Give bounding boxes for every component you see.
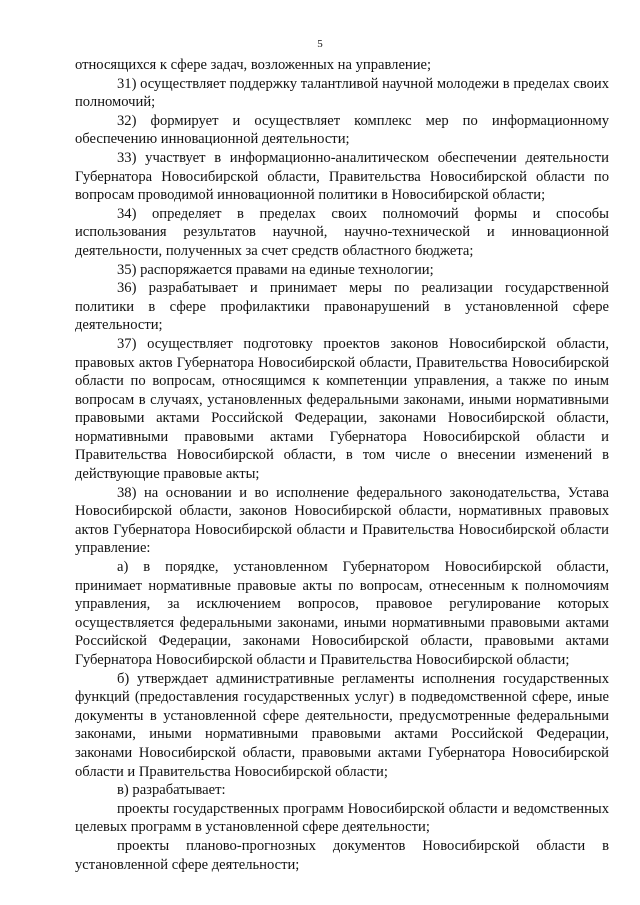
document-paragraph: проекты планово-прогнозных документов Новосибирской области в установленной сфере деятельности; xyxy=(75,837,609,873)
document-paragraph: в) разрабатывает: xyxy=(117,782,226,799)
document-paragraph: 31) осуществляет поддержку талантливой научной молодежи в пределах своих полномочий; xyxy=(75,75,609,111)
document-paragraph: относящихся к сфере задач, возложенных на управление; xyxy=(75,57,432,73)
document-paragraph: б) утверждает административные регламенты исполнения государственных функций (предоставления государственных услуг) в подведомственной сфере, иные документы в установленной сфере деятельности, предусмотренные федеральными законами, иными нормативными правовыми актами Российской Федерации, законами Новосибирской области, правовыми актами Губернатора Новосибирской области и Правительства Новосибирской области; xyxy=(75,670,609,780)
document-paragraph: 35) распоряжается правами на единые технологии; xyxy=(117,261,434,278)
document-paragraph: 36) разрабатывает и принимает меры по реализации государственной политики в сфере профилактики правонарушений в установленной сфере деятельности; xyxy=(75,280,609,334)
document-paragraph: а) в порядке, установленном Губернатором Новосибирской области, принимает нормативные правовые акты по вопросам, отнесенным к полномочиям управления, за исключением вопросов, правовое регулирование которых осуществляется федеральными законами, иными нормативными правовыми актами Российской Федерации, законами Новосибирской области, правовыми актами Губернатора Новосибирской области и Правительства Новосибирской области; xyxy=(75,559,609,668)
document-body xyxy=(75,56,609,874)
page-number: 5 xyxy=(317,38,323,50)
document-paragraph: 32) формирует и осуществляет комплекс мер по информационному обеспечению инновационной деятельности; xyxy=(75,112,609,148)
document-paragraph: 38) на основании и во исполнение федерального законодательства, Устава Новосибирской области, законов Новосибирской области, нормативных правовых актов Губернатора Новосибирской области и Правительства Новосибирской области управление: xyxy=(75,484,609,557)
document-paragraph: 34) определяет в пределах своих полномочий формы и способы использования результатов научной, научно-технической и инновационной деятельности, полученных за счет средств областного бюджета; xyxy=(75,205,609,259)
document-paragraph: 37) осуществляет подготовку проектов законов Новосибирской области, правовых актов Губернатора Новосибирской области, Правительства Новосибирской области по вопросам, относящимся к компетенции управления, а также по иным вопросам в случаях, установленных федеральными законами, иными нормативными правовыми актами Российской Федерации, законами Новосибирской области, нормативными правовыми актами Губернатора Новосибирской области и Правительства Новосибирской области, в том числе о внесении изменений в действующие правовые акты; xyxy=(75,335,609,483)
document-paragraph: 33) участвует в информационно-аналитическом обеспечении деятельности Губернатора Новосибирской области, Правительства Новосибирской области по вопросам проводимой инновационной политики в Новосибирской области; xyxy=(75,149,609,204)
document-paragraph: проекты государственных программ Новосибирской области и ведомственных целевых программ в установленной сфере деятельности; xyxy=(75,800,609,836)
